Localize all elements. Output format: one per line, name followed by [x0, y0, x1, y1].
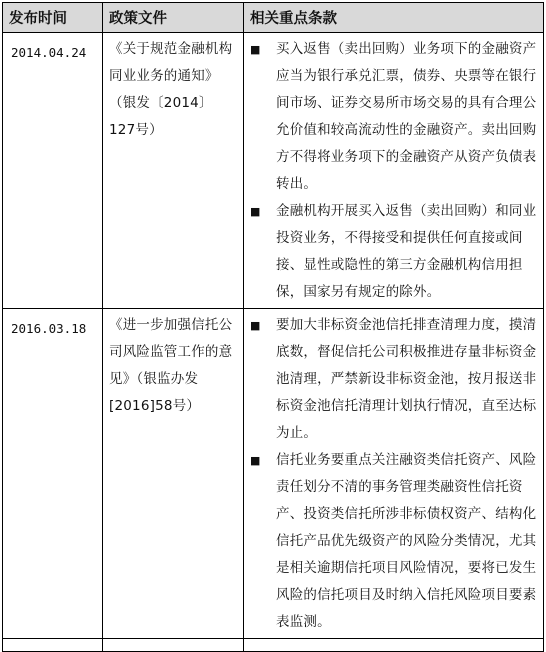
header-date: 发布时间 — [3, 3, 103, 33]
key-clauses — [244, 33, 544, 309]
table-row-continued — [3, 639, 544, 652]
empty-cell — [103, 639, 244, 652]
empty-cell — [3, 639, 103, 652]
release-date: 2014.04.24 — [3, 33, 103, 309]
clause-text: 买入返售（卖出回购）业务项下的金融资产应当为银行承兑汇票，债券、央票等在银行间市场、证券交易所市场交易的具有合理公允价值和较高流动性的金融资产。卖出回购方不得将业务项下的金融资产从资产负债表转出。 — [276, 41, 537, 192]
square-bullet-icon: ■ — [250, 205, 261, 218]
table-header-row — [3, 3, 544, 33]
clause-item — [248, 312, 539, 447]
clause-text: 要加大非标资金池信托排查清理力度，摸清底数，督促信托公司积极推进存量非标资金池清理，严禁新设非标资金池，按月报送非标资金池信托清理计划执行情况，直至达标为止。 — [276, 317, 537, 441]
square-bullet-icon: ■ — [250, 319, 261, 332]
table-row — [3, 33, 544, 309]
clause-text: 金融机构开展买入返售（卖出回购）和同业投资业务，不得接受和提供任何直接或间接、显性或隐性的第三方金融机构信用担保，国家另有规定的除外。 — [276, 203, 537, 300]
policy-document: 《关于规范金融机构同业业务的通知》（银发〔2014〕127号） — [103, 33, 244, 309]
clause-text: 信托业务要重点关注融资类信托资产、风险责任划分不清的事务管理类融资性信托资产、投资类信托所涉非标债权资产、结构化信托产品优先级资产的风险分类情况，尤其是相关逾期信托项目风险情况，要将已发生风险的信托项目及时纳入信托风险项目要素表监测。 — [276, 452, 537, 630]
clause-item — [248, 447, 539, 636]
policy-document: 《进一步加强信托公司风险监管工作的意见》（银监办发[2016]58号） — [103, 309, 244, 639]
square-bullet-icon: ■ — [250, 43, 261, 56]
header-clauses: 相关重点条款 — [244, 3, 544, 33]
release-date: 2016.03.18 — [3, 309, 103, 639]
header-document: 政策文件 — [103, 3, 244, 33]
empty-cell — [244, 639, 544, 652]
table-row — [3, 309, 544, 639]
clause-item — [248, 198, 539, 306]
key-clauses — [244, 309, 544, 639]
policy-table — [2, 2, 544, 652]
square-bullet-icon: ■ — [250, 454, 261, 467]
clause-item — [248, 36, 539, 198]
